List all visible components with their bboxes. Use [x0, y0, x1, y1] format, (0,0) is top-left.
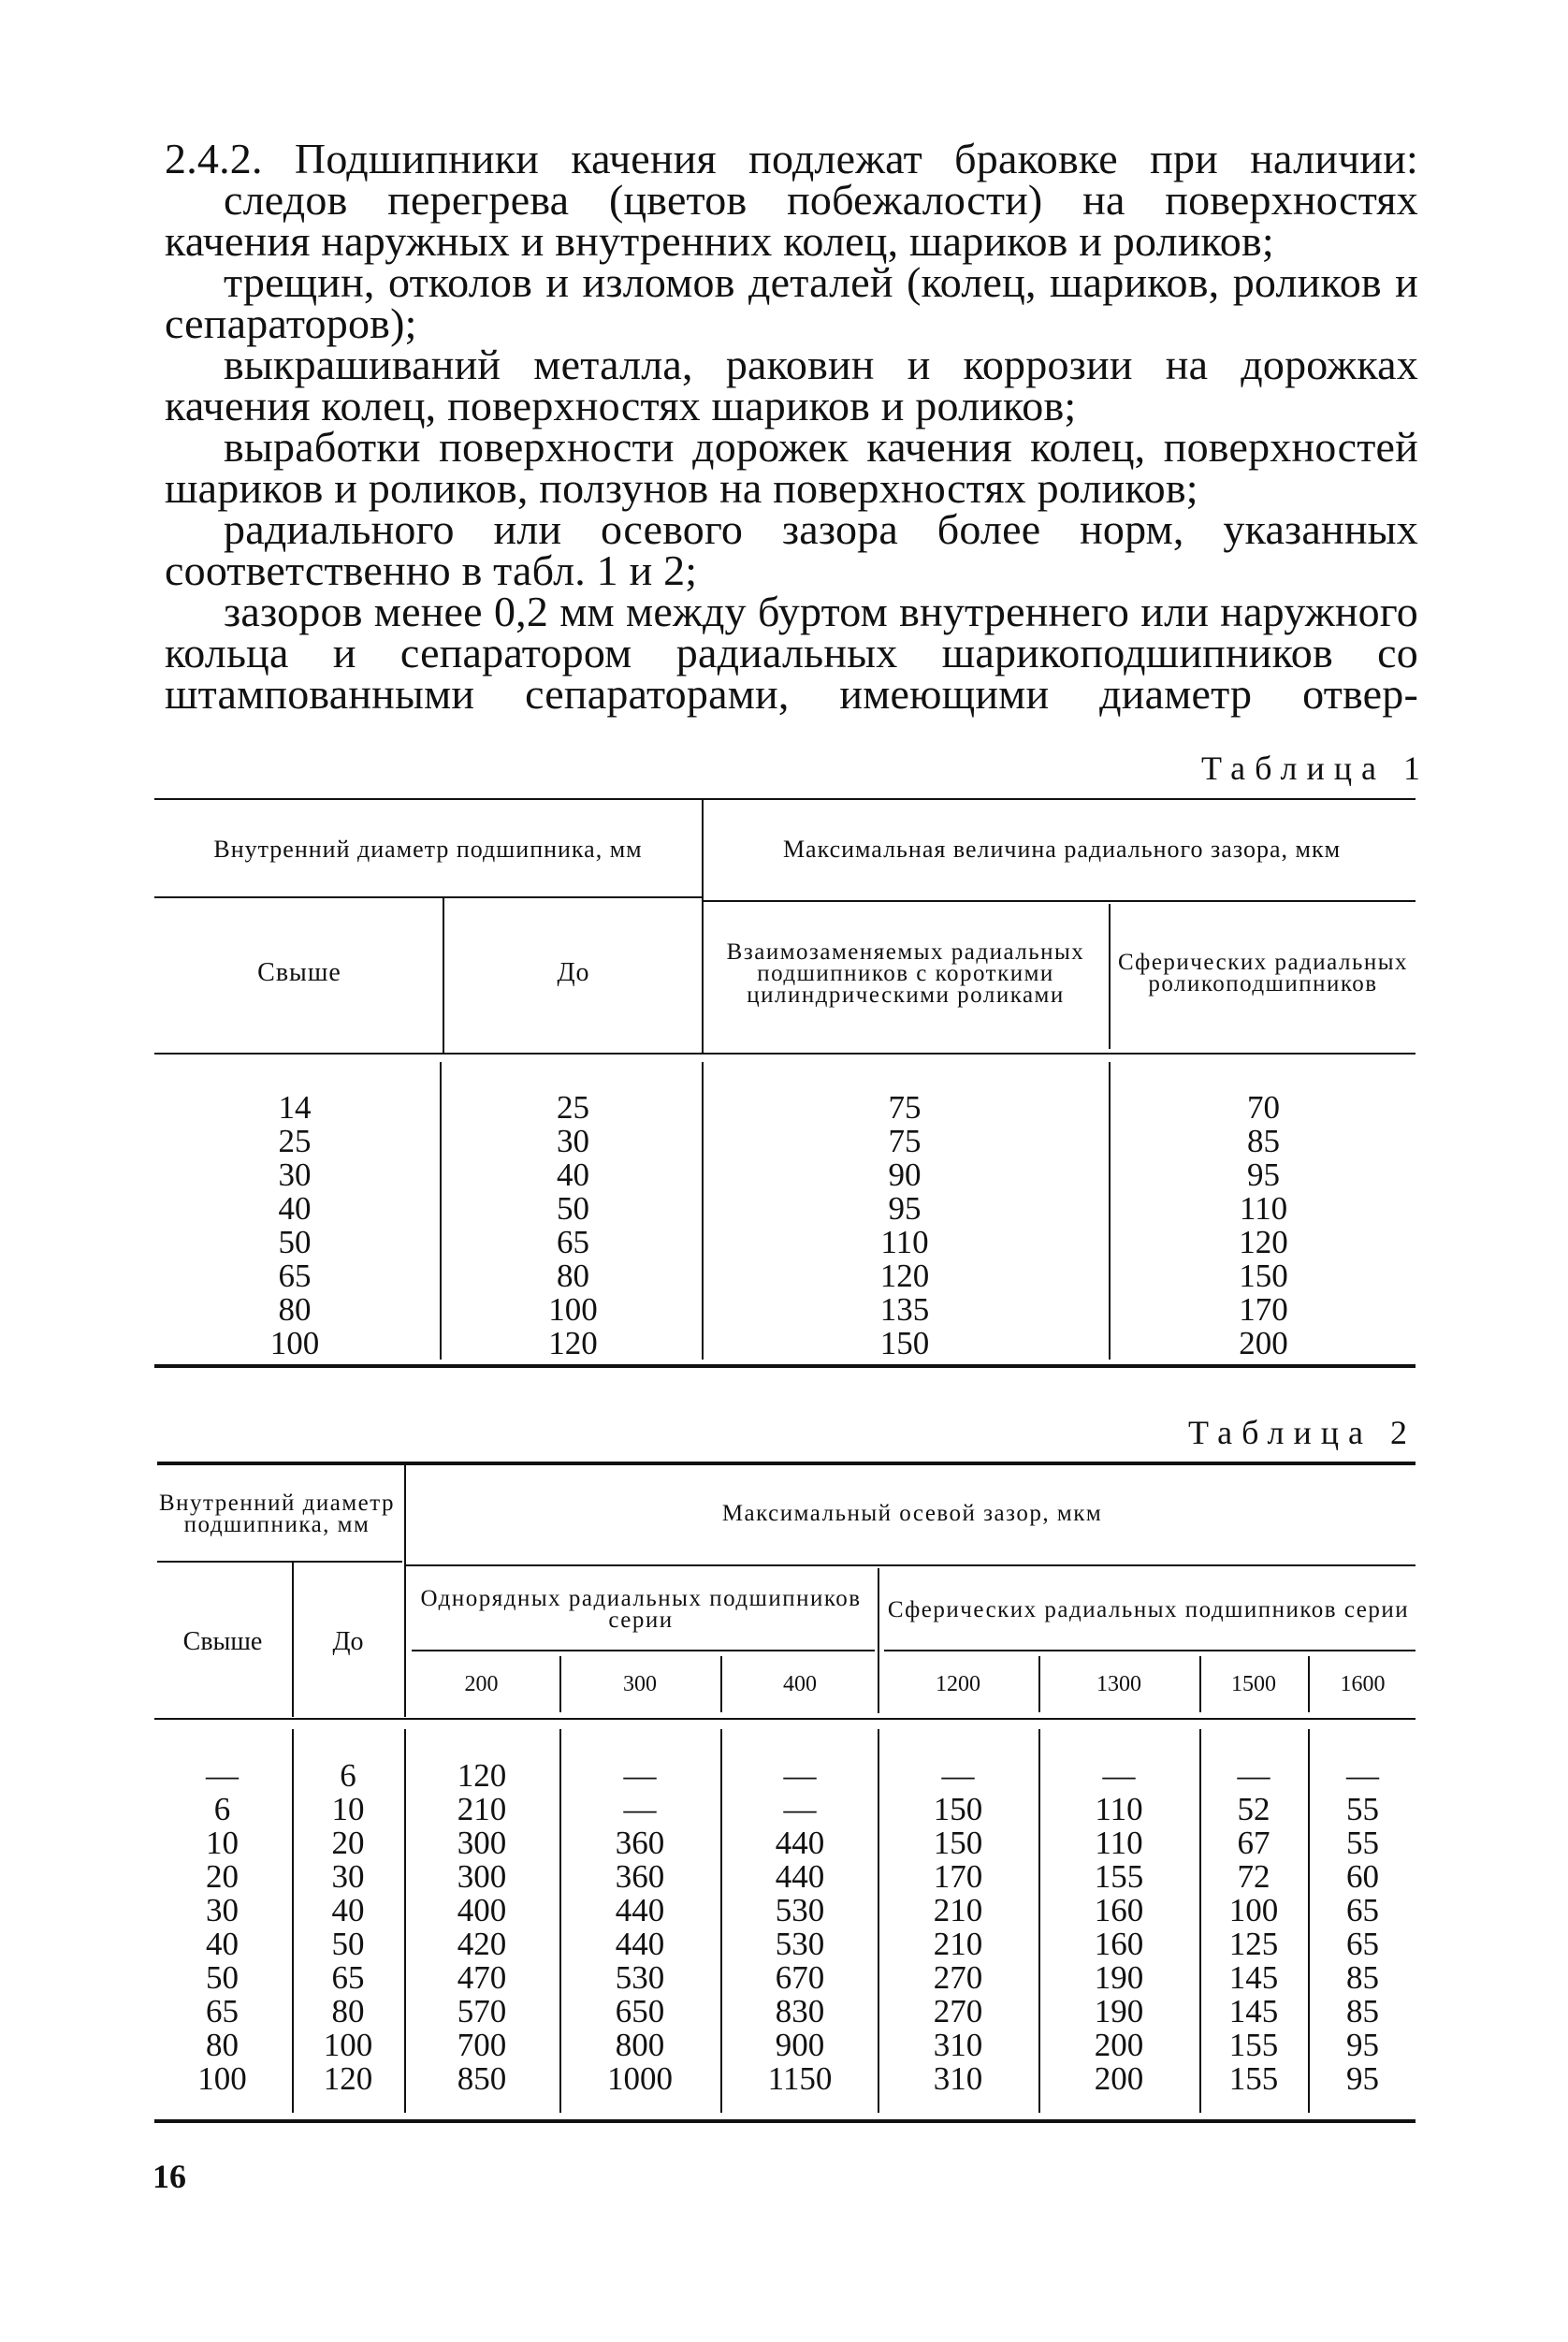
table2-col-1600 [1310, 1759, 1416, 2096]
table1-cell: 65 [557, 1224, 589, 1260]
table2-col-200 [406, 1759, 558, 2096]
table1-cell: 30 [278, 1156, 312, 1193]
table1-cell: 40 [278, 1190, 312, 1227]
table2-cell: 1000 [607, 2060, 673, 2097]
table1-cell: 200 [1239, 1325, 1288, 1361]
table1-cell: 120 [879, 1258, 930, 1294]
table2-cell: 800 [615, 2027, 665, 2063]
table2-col-1200 [879, 1759, 1037, 2096]
table2-cell: 30 [331, 1858, 365, 1895]
table2-cell: 400 [457, 1892, 507, 1928]
table1-cell: 95 [888, 1190, 922, 1227]
table2-cell: 50 [206, 1959, 239, 1996]
table2-cell: — [1102, 1757, 1136, 1794]
table1-cell: 95 [1247, 1156, 1280, 1193]
table2-cell: 155 [1228, 2027, 1279, 2063]
table1-cell: 150 [879, 1325, 930, 1361]
table2-cell: 100 [1228, 1892, 1279, 1928]
table2-cell: 95 [1346, 2027, 1379, 2063]
table1-col-spherical [1111, 1091, 1416, 1360]
table2-cell: 210 [933, 1892, 983, 1928]
table2-header-inner-diameter: Внутренний диаметр подшипника, мм [159, 1490, 395, 1537]
table2-header-to: До [332, 1627, 364, 1656]
table1-cell: 150 [1239, 1258, 1288, 1294]
table2-series-1300: 1300 [1096, 1671, 1141, 1696]
table2-cell: 10 [331, 1791, 365, 1827]
table2-cell: 170 [933, 1858, 983, 1895]
table1-cell: 75 [888, 1123, 922, 1159]
table2-cell: 160 [1094, 1926, 1144, 1962]
table2-cell: 700 [457, 2027, 507, 2063]
table2-rule [154, 1718, 1416, 1720]
table2-cell: 440 [775, 1825, 825, 1861]
table2-cell: 310 [933, 2027, 983, 2063]
table2-caption: Таблица 2 [1188, 1414, 1416, 1451]
table2-cell: 110 [1095, 1791, 1143, 1827]
table1-header-inner-diameter: Внутренний диаметр подшипника, мм [213, 835, 643, 863]
table1-cell: 110 [880, 1224, 929, 1260]
table2-cell: — [623, 1757, 657, 1794]
table2-series-1600: 1600 [1340, 1671, 1386, 1696]
paragraph: трещин, отколов и изломов деталей (колец, шариков, роликов и сепараторов); [165, 258, 1418, 347]
table2-cell: 55 [1346, 1825, 1379, 1861]
table1-header-to: До [557, 958, 590, 987]
table1-vrule [443, 898, 444, 1053]
table2-cell: — [623, 1791, 657, 1827]
table2-cell: 440 [775, 1858, 825, 1895]
table2-cell: 80 [206, 2027, 239, 2063]
table2-cell: 72 [1237, 1858, 1270, 1895]
table1-cell: 110 [1239, 1190, 1288, 1227]
table2-cell: 310 [933, 2060, 983, 2097]
table2-cell: 830 [775, 1993, 825, 2029]
table2-cell: 145 [1228, 1959, 1279, 1996]
paragraph: следов перегрева (цветов побежалости) на поверхностях качения наружных и внутренних колец, шариков и роликов; [165, 176, 1418, 265]
table2-rule-top [157, 1462, 1416, 1465]
paragraph: выкрашиваний металла, раковин и коррозии на дорожках качения колец, поверхностях шариков и роликов; [165, 341, 1418, 429]
paragraph: радиального или осевого зазора более норм, указанных соответственно в табл. 1 и 2; [165, 505, 1418, 594]
table2-cell: 150 [933, 1825, 983, 1861]
table1-cell: 135 [879, 1291, 930, 1328]
table2-rule [412, 1650, 875, 1651]
table2-cell: 670 [775, 1959, 825, 1996]
table1-cell: 70 [1247, 1089, 1280, 1126]
table1-header-spherical: Сферических радиальных роликоподшипников [1117, 950, 1409, 996]
paragraph: зазоров менее 0,2 мм между буртом внутреннего или наружного кольца и сепаратором радиальных шарикоподшипников со штампованными сепараторами, имеющими диаметр отвер- [165, 588, 1418, 718]
table2-cell: 65 [1346, 1926, 1379, 1962]
table1-cell: 120 [548, 1325, 598, 1361]
table2-cell: 150 [933, 1791, 983, 1827]
table2-cell: 650 [615, 1993, 665, 2029]
table2-cell: 160 [1094, 1892, 1144, 1928]
table1-cell: 80 [278, 1291, 312, 1328]
table1-caption: Таблица 1 [1201, 749, 1430, 787]
table2-cell: 80 [331, 1993, 365, 2029]
table1-cell: 50 [557, 1190, 589, 1227]
table2-cell: 120 [457, 1757, 507, 1794]
table1-header-max-clearance: Максимальная величина радиального зазора, мкм [782, 835, 1342, 863]
table1-cell: 25 [557, 1089, 589, 1126]
table2-cell: — [1237, 1757, 1270, 1794]
table1-header-interchangeable: Взаимозаменяемых радиальных подшипников с короткими цилиндрическими роликами [726, 938, 1085, 1008]
page-number: 16 [152, 2158, 186, 2195]
table1-header-from: Свыше [257, 958, 341, 987]
table2-cell: 440 [615, 1892, 665, 1928]
table1-col-interchangeable [704, 1091, 1106, 1360]
table2-cell: 40 [206, 1926, 239, 1962]
table1-cell: 170 [1239, 1291, 1288, 1328]
table2-cell: 6 [340, 1757, 356, 1794]
table2-header-spherical: Сферических радиальных подшипников серии [887, 1596, 1410, 1622]
table2-cell: 100 [323, 2027, 373, 2063]
table1-cell: 120 [1239, 1224, 1288, 1260]
body-text [165, 135, 1418, 718]
table2-cell: 470 [457, 1959, 507, 1996]
table1-rule [154, 1053, 1416, 1055]
table2-cell: 200 [1094, 2027, 1144, 2063]
table2-cell: 50 [331, 1926, 365, 1962]
table2-cell: 100 [197, 2060, 247, 2097]
table2-cell: 20 [331, 1825, 365, 1861]
table2-rule [884, 1650, 1416, 1651]
table2-cell: 20 [206, 1858, 239, 1895]
table1-cell: 40 [557, 1156, 589, 1193]
table2-cell: 10 [206, 1825, 239, 1861]
table1-cell: 80 [557, 1258, 589, 1294]
table2-rule [404, 1564, 1416, 1566]
table1-rule-bottom [154, 1364, 1416, 1368]
table2-series-1200: 1200 [936, 1671, 980, 1696]
table1-rule [702, 900, 1416, 902]
table2-cell: 6 [213, 1791, 231, 1827]
table2-cell: 85 [1346, 1959, 1379, 1996]
table2-cell: 200 [1094, 2060, 1144, 2097]
table1-cell: 75 [888, 1089, 922, 1126]
table2-cell: 270 [933, 1993, 983, 2029]
table2-series-300: 300 [623, 1671, 657, 1696]
table1-vrule [440, 1062, 442, 1360]
table1-cell: 90 [888, 1156, 922, 1193]
table1-rule-top [154, 798, 1416, 800]
table2-cell: 145 [1228, 1993, 1279, 2029]
table2-cell: 65 [206, 1993, 239, 2029]
table2-cell: 67 [1237, 1825, 1270, 1861]
table2-cell: 530 [775, 1892, 825, 1928]
table2-cell: 120 [323, 2060, 373, 2097]
table2-cell: 300 [457, 1825, 507, 1861]
table2-rule [157, 1561, 402, 1563]
table2-col-300 [561, 1759, 719, 2096]
table2-cell: 210 [457, 1791, 507, 1827]
table1-vrule [702, 800, 704, 1053]
table1-cell: 65 [278, 1258, 312, 1294]
table2-rule-bottom [154, 2119, 1416, 2123]
table2-cell: 360 [615, 1858, 665, 1895]
table2-cell: 530 [775, 1926, 825, 1962]
table1-vrule [1109, 904, 1111, 1049]
table2-series-200: 200 [464, 1671, 499, 1696]
table2-cell: 190 [1094, 1959, 1144, 1996]
table2-cell: 530 [615, 1959, 665, 1996]
table2-cell: 65 [1346, 1892, 1379, 1928]
table2-cell: 190 [1094, 1993, 1144, 2029]
table2-cell: 110 [1095, 1825, 1143, 1861]
table1-cell: 85 [1247, 1123, 1280, 1159]
table2-col-1500 [1201, 1759, 1306, 2096]
table2-cell: 850 [457, 2060, 507, 2097]
table1-cell: 100 [548, 1291, 598, 1328]
table1-rule [154, 896, 702, 898]
table2-header-single-row: Однорядных радиальных подшипников серии [420, 1586, 862, 1633]
table2-cell: 270 [933, 1959, 983, 1996]
paragraph: выработки поверхности дорожек качения колец, поверхностей шариков и роликов, ползунов на поверхностях роликов; [165, 423, 1418, 512]
table2-cell: 30 [206, 1892, 239, 1928]
table1-cell: 14 [278, 1089, 312, 1126]
table2-cell: 55 [1346, 1791, 1379, 1827]
table2-cell: — [783, 1757, 817, 1794]
table2-cell: — [941, 1757, 975, 1794]
table1-vrule [1109, 1062, 1111, 1360]
table2-cell: 440 [615, 1926, 665, 1962]
table2-col-400 [722, 1759, 878, 2096]
table1-cell: 30 [557, 1123, 589, 1159]
table2-cell: 155 [1228, 2060, 1279, 2097]
table2-cell: 95 [1346, 2060, 1379, 2097]
table2-col-1300 [1040, 1759, 1198, 2096]
table2-cell: 155 [1094, 1858, 1144, 1895]
table2-cell: 360 [615, 1825, 665, 1861]
table2-cell: 125 [1228, 1926, 1279, 1962]
table1-cell: 100 [269, 1325, 320, 1361]
table2-cell: 60 [1346, 1858, 1379, 1895]
table2-cell: 1150 [767, 2060, 833, 2097]
table1-cell: 25 [278, 1123, 312, 1159]
table2-header-from: Свыше [182, 1627, 263, 1656]
table2-cell: 900 [775, 2027, 825, 2063]
table2-cell: — [783, 1791, 817, 1827]
table1-col-to [444, 1091, 702, 1360]
table2-cell: 40 [331, 1892, 365, 1928]
table2-cell: — [206, 1757, 239, 1794]
table2-cell: 52 [1237, 1791, 1270, 1827]
table2-cell: 570 [457, 1993, 507, 2029]
table2-col-to [294, 1759, 402, 2096]
table2-cell: 300 [457, 1858, 507, 1895]
table1-cell: 50 [278, 1224, 312, 1260]
table2-cell: 420 [457, 1926, 507, 1962]
table2-header-max-axial: Максимальный осевой зазор, мкм [721, 1501, 1103, 1526]
table2-series-1500: 1500 [1231, 1671, 1276, 1696]
table2-series-400: 400 [783, 1671, 817, 1696]
table1-col-from [154, 1091, 435, 1360]
table2-cell: 65 [331, 1959, 365, 1996]
paragraph: 2.4.2. Подшипники качения подлежат браковке при наличии: [165, 135, 1418, 182]
table2-cell: 210 [933, 1926, 983, 1962]
table2-cell: 85 [1346, 1993, 1379, 2029]
table2-col-from [154, 1759, 290, 2096]
table2-cell: — [1346, 1757, 1379, 1794]
